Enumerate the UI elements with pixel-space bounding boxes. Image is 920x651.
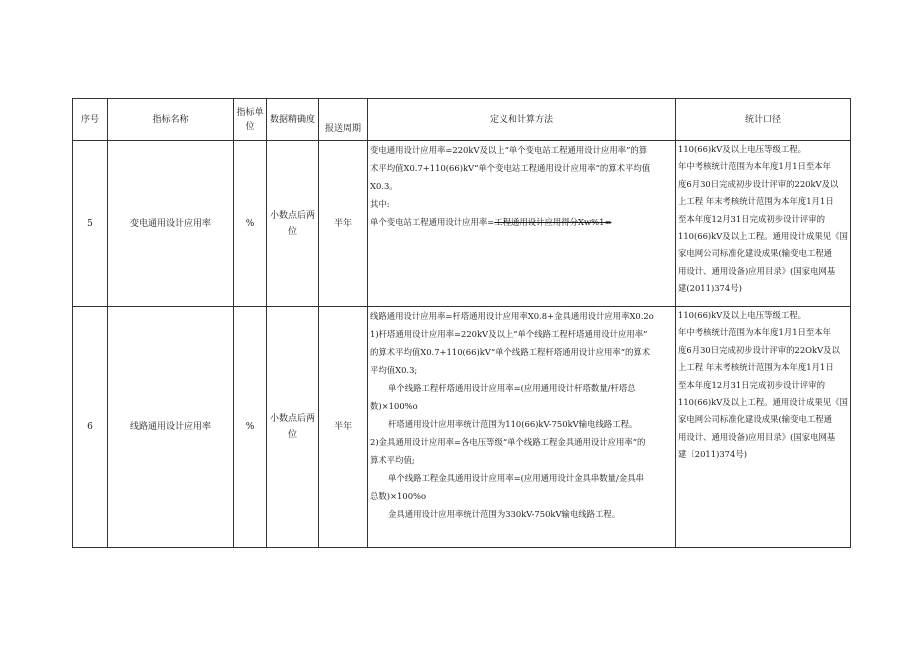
definition-line: 总数)×100%o	[370, 491, 427, 501]
row-precision: 小数点后两位	[267, 141, 319, 307]
row-definition	[368, 307, 676, 548]
definition-line: 变电通用设计应用率=220kV及以上“单个变电站工程通用设计应用率”的算	[370, 145, 648, 155]
definition-line: 数)×100%o	[370, 401, 418, 411]
table-header-row	[73, 99, 851, 141]
scope-line: 年中考核统计范围为本年度1月1日至本年	[678, 327, 832, 338]
row-scope	[676, 307, 851, 548]
row-unit: %	[234, 141, 267, 307]
definition-line: X0.3。	[370, 181, 398, 191]
scope-line: 度6月30日完成初步设计评审的220kV及以	[678, 178, 839, 189]
scope-line: 用设计、通用设备)应用目录》(国家电网基	[678, 265, 836, 276]
row-unit: %	[234, 307, 267, 548]
scope-line: 上工程 年末考核统计范围为本年度1月1日	[678, 362, 834, 373]
scope-line: 家电网公司标准化建设成果(输变电工程通	[678, 248, 833, 259]
definition-line: 的算术平均值X0.7+110(66)kV“单个线路工程杆塔通用设计应用率”的算术	[370, 347, 651, 357]
scope-line: 度6月30日完成初步设计评审的22OkV及以	[678, 344, 840, 355]
scope-line: 家电网公司标准化建设成果(输变电工程通	[678, 414, 833, 425]
header-unit: 指标单位	[234, 99, 267, 141]
row-scope	[676, 141, 851, 307]
definition-line: 其中:	[370, 199, 390, 209]
header-precision: 数据精确度	[267, 99, 319, 141]
definition-line: 算术平均值;	[370, 455, 415, 465]
header-definition: 定义和计算方法	[368, 99, 676, 141]
definition-line: 平均值X0.3;	[370, 365, 418, 375]
definition-line: 单个线路工程金具通用设计应用率=(应用通用设计金具串数量/金具串	[388, 473, 644, 483]
scope-line: 110(66)kV及以上工程。通用设计成果见《国	[678, 397, 848, 408]
header-name: 指标名称	[108, 99, 234, 141]
definition-line: 2)金具通用设计应用率=各电压等级“单个线路工程金具通用设计应用率”的	[370, 437, 646, 447]
definition-line	[370, 213, 673, 231]
scope-line: 建(2011)374号)	[678, 283, 742, 294]
struck-text: 工程通用设计应用得分Xw%1∞	[494, 217, 612, 227]
row-seq: 6	[73, 307, 108, 548]
row-seq: 5	[73, 141, 108, 307]
scope-line: 至本年度12月31日完成初步设计评审的	[678, 213, 825, 224]
row-definition	[368, 141, 676, 307]
indicator-table	[72, 98, 851, 548]
definition-line: 1)杆塔通用设计应用率=220kV及以上“单个线路工程杆塔通用设计应用率”	[370, 329, 648, 339]
row-name: 变电通用设计应用率	[108, 141, 234, 307]
row-name: 线路通用设计应用率	[108, 307, 234, 548]
scope-line: 建〔2011)374号)	[678, 449, 747, 460]
scope-line: 至本年度12月31日完成初步设计评审的	[678, 379, 825, 390]
header-scope: 统计口径	[676, 99, 851, 141]
definition-text: 单个变电站工程通用设计应用率=	[370, 217, 495, 227]
table-row	[73, 307, 851, 548]
definition-line: 杆塔通用设计应用率统计范围为110(66)kV-750kV输电线路工程。	[388, 419, 638, 429]
definition-line: 金具通用设计应用率统计范围为330kV-750kV输电线路工程。	[388, 509, 621, 519]
scope-line: 110(66)kV及以上电压等级工程。	[678, 310, 807, 320]
scope-line: 110(66)kV及以上工程。通用设计成果见《国	[678, 231, 848, 242]
scope-line: 年中考核统计范围为本年度1月1日至本年	[678, 161, 832, 172]
row-precision: 小数点后两位	[267, 307, 319, 548]
definition-line: 单个线路工程杆塔通用设计应用率=(应用通用设计杆塔数量/杆塔总	[388, 383, 636, 393]
header-seq: 序号	[73, 99, 108, 141]
definition-line: 线路通用设计应用率=杆塔通用设计应用率X0.8+金具通用设计应用率X0.2o	[370, 311, 654, 321]
header-period: 报送周期	[319, 99, 368, 141]
row-period: 半年	[319, 307, 368, 548]
scope-line: 110(66)kV及以上电压等级工程。	[678, 144, 807, 154]
scope-line: 用设计、通用设备)应用目录》(国家电网基	[678, 431, 836, 442]
table-row	[73, 141, 851, 307]
definition-line: 术平均值X0.7+110(66)kV“单个变电站工程通用设计应用率”的算术平均值	[370, 163, 651, 173]
row-period: 半年	[319, 141, 368, 307]
scope-line: 上工程 年末考核统计范围为本年度1月1日	[678, 196, 834, 207]
